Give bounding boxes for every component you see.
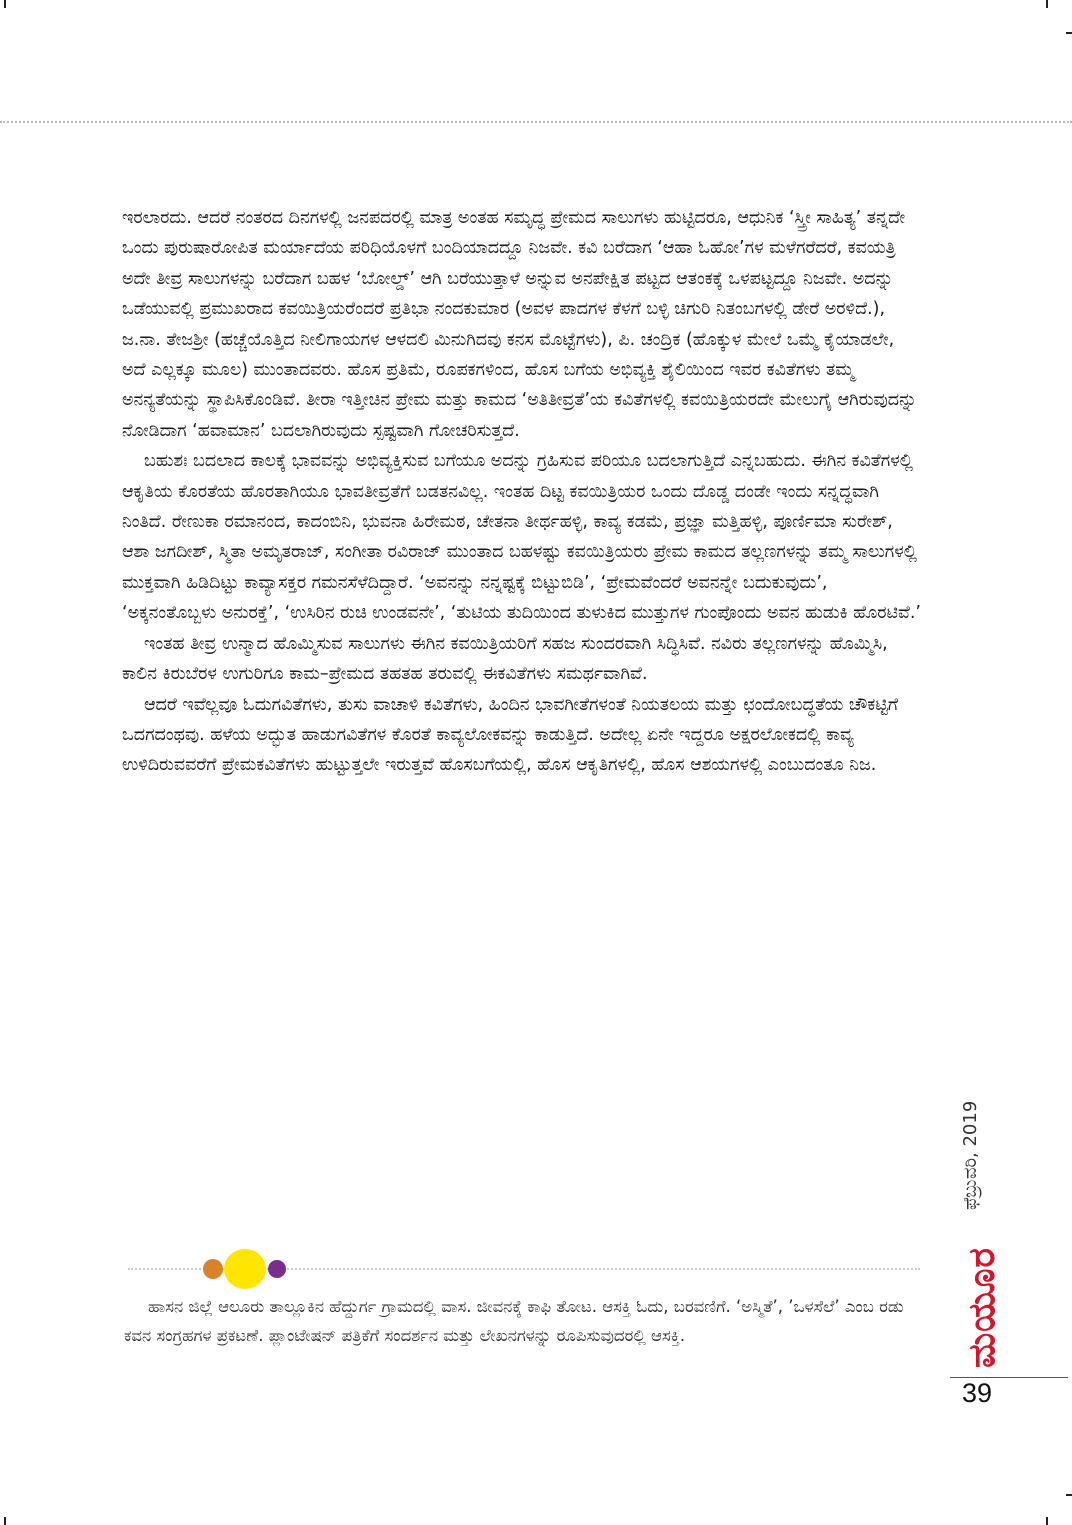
purple-dot-ornament (268, 1260, 286, 1278)
crop-mark-right-top (1066, 32, 1072, 34)
paragraph: ಇರಲಾರದು. ಆದರೆ ನಂತರದ ದಿನಗಳಲ್ಲಿ ಜನಪದರಲ್ಲಿ ಮಾತ್ರ ಅಂತಹ ಸಮೃದ್ಧ ಪ್ರೇಮದ ಸಾಲುಗಳು ಹುಟ್ಟಿದರೂ, ಆಧುನಿಕ ‘ಸ್ತ್ರೀ ಸಾಹಿತ್ಯ’ ತನ್ನದೇ ಒಂದು ಪುರುಷಾರೋಪಿತ ಮರ್ಯಾದೆಯ ಪರಿಧಿಯೊಳಗೆ ಬಂದಿಯಾದದ್ದೂ ನಿಜವೇ. ಕವಿ ಬರೆದಾಗ ‘ಆಹಾ ಓಹೋ’ಗಳ ಮಳೆಗರೆದರೆ, ಕವಯತ್ರಿ ಅದೇ ತೀವ್ರ ಸಾಲುಗಳನ್ನು ಬರೆದಾಗ ಬಹಳ ‘ಬೋಲ್ಡ್’ ಆಗಿ ಬರೆಯುತ್ತಾಳೆ ಅನ್ನುವ ಅನಪೇಕ್ಷಿತ ಪಟ್ಟದ ಆತಂಕಕ್ಕೆ ಒಳಪಟ್ಟದ್ದೂ ನಿಜವೇ. ಅದನ್ನು ಒಡೆಯುವಲ್ಲಿ ಪ್ರಮುಖರಾದ ಕವಯಿತ್ರಿಯರೆಂದರೆ ಪ್ರತಿಭಾ ನಂದಕುಮಾರ (ಅವಳ ಪಾದಗಳ ಕೆಳಗೆ ಬಳ್ಳಿ ಚಿಗುರಿ ನಿತಂಬಗಳಲ್ಲಿ ಡೇರೆ ಅರಳಿದೆ.), ಜ.ನಾ. ತೇಜಶ್ರೀ (ಹಚ್ಚೆಯೊತ್ತಿದ ನೀಲಿಗಾಯಗಳ ಆಳದಲಿ ಮಿನುಗಿದವು ಕನಸ ಮೊಟ್ಟೆಗಳು), ಪಿ. ಚಂದ್ರಿಕ (ಹೊಕ್ಕುಳ ಮೇಲೆ ಒಮ್ಮೆ ಕೈಯಾಡಲೇ, ಅದೆ ಎಲ್ಲಕ್ಕೂ ಮೂಲ) ಮುಂತಾದವರು. ಹೊಸ ಪ್ರತಿಮೆ, ರೂಪಕಗಳಿಂದ, ಹೊಸ ಬಗೆಯ ಅಭಿವ್ಯಕ್ತಿ ಶೈಲಿಯಿಂದ ಇವರ ಕವಿತೆಗಳು ತಮ್ಮ ಅನನ್ಯತೆಯನ್ನು ಸ್ಥಾಪಿಸಿಕೊಂಡಿವೆ. ತೀರಾ ಇತ್ತೀಚಿನ ಪ್ರೇಮ ಮತ್ತು ಕಾಮದ ‘ಅತಿತೀವ್ರತೆ’ಯ ಕವಿತೆಗಳಲ್ಲಿ ಕವಯಿತ್ರಿಯರದೇ ಮೇಲುಗೈ ಆಗಿರುವುದನ್ನು ನೋಡಿದಾಗ ‘ಹವಾಮಾನ’ ಬದಲಾಗಿರುವುದು ಸ್ಪಷ್ಟವಾಗಿ ಗೋಚರಿಸುತ್ತದೆ. (122, 208, 917, 441)
crop-mark-bottom-right (1046, 1517, 1048, 1525)
crop-mark-right-bottom (1066, 1494, 1072, 1496)
author-bio (124, 1293, 924, 1350)
issue-date: ಫೆಬ್ರುವರಿ, 2019 (960, 1100, 981, 1210)
article-body (122, 203, 922, 781)
orange-dot-ornament (203, 1259, 223, 1279)
yellow-dot-ornament (224, 1249, 266, 1289)
crop-mark-top-left (4, 0, 6, 8)
magazine-logo: ಮಯೂರ (960, 1247, 1003, 1368)
crop-mark-top-right (1046, 0, 1048, 8)
paragraph: ಬಹುಶಃ ಬದಲಾದ ಕಾಲಕ್ಕೆ ಭಾವವನ್ನು ಅಭಿವ್ಯಕ್ತಿಸುವ ಬಗೆಯೂ ಅದನ್ನು ಗ್ರಹಿಸುವ ಪರಿಯೂ ಬದಲಾಗುತ್ತಿದೆ ಎನ್ನಬಹುದು. ಈಗಿನ ಕವಿತೆಗಳಲ್ಲಿ ಆಕೃತಿಯ ಕೊರತೆಯ ಹೊರತಾಗಿಯೂ ಭಾವತೀವ್ರತೆಗೆ ಬಡತನವಿಲ್ಲ. ಇಂತಹ ದಿಟ್ಟ ಕವಯಿತ್ರಿಯರ ಒಂದು ದೊಡ್ಡ ದಂಡೇ ಇಂದು ಸನ್ನದ್ಧವಾಗಿ ನಿಂತಿದೆ. ರೇಣುಕಾ ರಮಾನಂದ, ಕಾದಂಬಿನಿ, ಭುವನಾ ಹಿರೇಮಠ, ಚೇತನಾ ತೀರ್ಥಹಳ್ಳಿ, ಕಾವ್ಯ ಕಡಮೆ, ಪ್ರಜ್ಞಾ ಮತ್ತಿಹಳ್ಳಿ, ಪೂರ್ಣಿಮಾ ಸುರೇಶ್, ಆಶಾ ಜಗದೀಶ್, ಸ್ಮಿತಾ ಅಮೃತರಾಜ್, ಸಂಗೀತಾ ರವಿರಾಜ್ ಮುಂತಾದ ಬಹಳಷ್ಟು ಕವಯಿತ್ರಿಯರು ಪ್ರೇಮ ಕಾಮದ ತಲ್ಲಣಗಳನ್ನು ತಮ್ಮ ಸಾಲುಗಳಲ್ಲಿ ಮುಕ್ತವಾಗಿ ಹಿಡಿದಿಟ್ಟು ಕಾವ್ಯಾಸಕ್ತರ ಗಮನಸೆಳೆದಿದ್ದಾರೆ. ‘ಅವನನ್ನು ನನ್ನಷ್ಟಕ್ಕೆ ಬಿಟ್ಟುಬಿಡಿ’, ‘ಪ್ರೇಮವೆಂದರೆ ಅವನನ್ನೇ ಬದುಕುವುದು’, ‘ಅಕ್ಕನಂತೊಬ್ಬಳು ಅನುರಕ್ತೆ’, ‘ಉಸಿರಿನ ರುಚಿ ಉಂಡವನೇ’, ‘ತುಟಿಯ ತುದಿಯಿಂದ ತುಳುಕಿದ ಮುತ್ತುಗಳ ಗುಂಪೊಂದು ಅವನ ಹುಡುಕಿ ಹೊರಟಿವೆ.’ (122, 451, 921, 624)
paragraph: ಇಂತಹ ತೀವ್ರ ಉನ್ಮಾದ ಹೊಮ್ಮಿಸುವ ಸಾಲುಗಳು ಈಗಿನ ಕವಯಿತ್ರಿಯರಿಗೆ ಸಹಜ ಸುಂದರವಾಗಿ ಸಿದ್ಧಿಸಿವೆ. ನವಿರು ತಲ್ಲಣಗಳನ್ನು ಹೊಮ್ಮಿಸಿ, ಕಾಲಿನ ಕಿರುಬೆರಳ ಉಗುರಿಗೂ ಕಾಮ–ಪ್ರೇಮದ ತಹತಹ ತರುವಲ್ಲಿ ಈಕವಿತೆಗಳು ಸಮರ್ಥವಾಗಿವೆ. (122, 633, 888, 685)
top-dotted-rule (0, 121, 1072, 123)
crop-mark-bottom-left (4, 1517, 6, 1525)
author-bio-text: ಹಾಸನ ಜಿಲ್ಲೆ ಆಲೂರು ತಾಲ್ಲೂಕಿನ ಹೆದ್ದುರ್ಗ ಗ್ರಾಮದಲ್ಲಿ ವಾಸ. ಜೀವನಕ್ಕೆ ಕಾಫಿ ತೋಟ. ಆಸಕ್ತಿ ಓದು, ಬರವಣಿಗೆ. ‘ಅಸ್ಮಿತೆ’, ’ಒಳಸೆಲೆ’ ಎಂಬ ರಡು ಕವನ ಸಂಗ್ರಹಗಳ ಪ್ರಕಟಣೆ. ಪ್ಲಾಂಟೇಷನ್ ಪತ್ರಿಕೆಗೆ ಸಂದರ್ಶನ ಮತ್ತು ಲೇಖನಗಳನ್ನು ರೂಪಿಸುವುದರಲ್ಲಿ ಆಸಕ್ತಿ. (124, 1297, 904, 1345)
page-number: 39 (962, 1378, 993, 1408)
paragraph: ಆದರೆ ಇವೆಲ್ಲವೂ ಓದುಗವಿತೆಗಳು, ತುಸು ವಾಚಾಳಿ ಕವಿತೆಗಳು, ಹಿಂದಿನ ಭಾವಗೀತೆಗಳಂತೆ ನಿಯತಲಯ ಮತ್ತು ಛಂದೋಬದ್ಧತೆಯ ಚೌಕಟ್ಟಿಗೆ ಒದಗದಂಥವು. ಹಳೆಯ ಅದ್ಭುತ ಹಾಡುಗವಿತೆಗಳ ಕೊರತೆ ಕಾವ್ಯಲೋಕವನ್ನು ಕಾಡುತ್ತಿದೆ. ಅದೇಲ್ಲ ಏನೇ ಇದ್ದರೂ ಅಕ್ಷರಲೋಕದಲ್ಲಿ ಕಾವ್ಯ ಉಳಿದಿರುವವರೆಗೆ ಪ್ರೇಮಕವಿತೆಗಳು ಹುಟ್ಟುತ್ತಲೇ ಇರುತ್ತವೆ ಹೊಸಬಗೆಯಲ್ಲಿ, ಹೊಸ ಆಕೃತಿಗಳಲ್ಲಿ, ಹೊಸ ಆಶಯಗಳಲ್ಲಿ ಎಂಬುದಂತೂ ನಿಜ. (122, 694, 899, 776)
